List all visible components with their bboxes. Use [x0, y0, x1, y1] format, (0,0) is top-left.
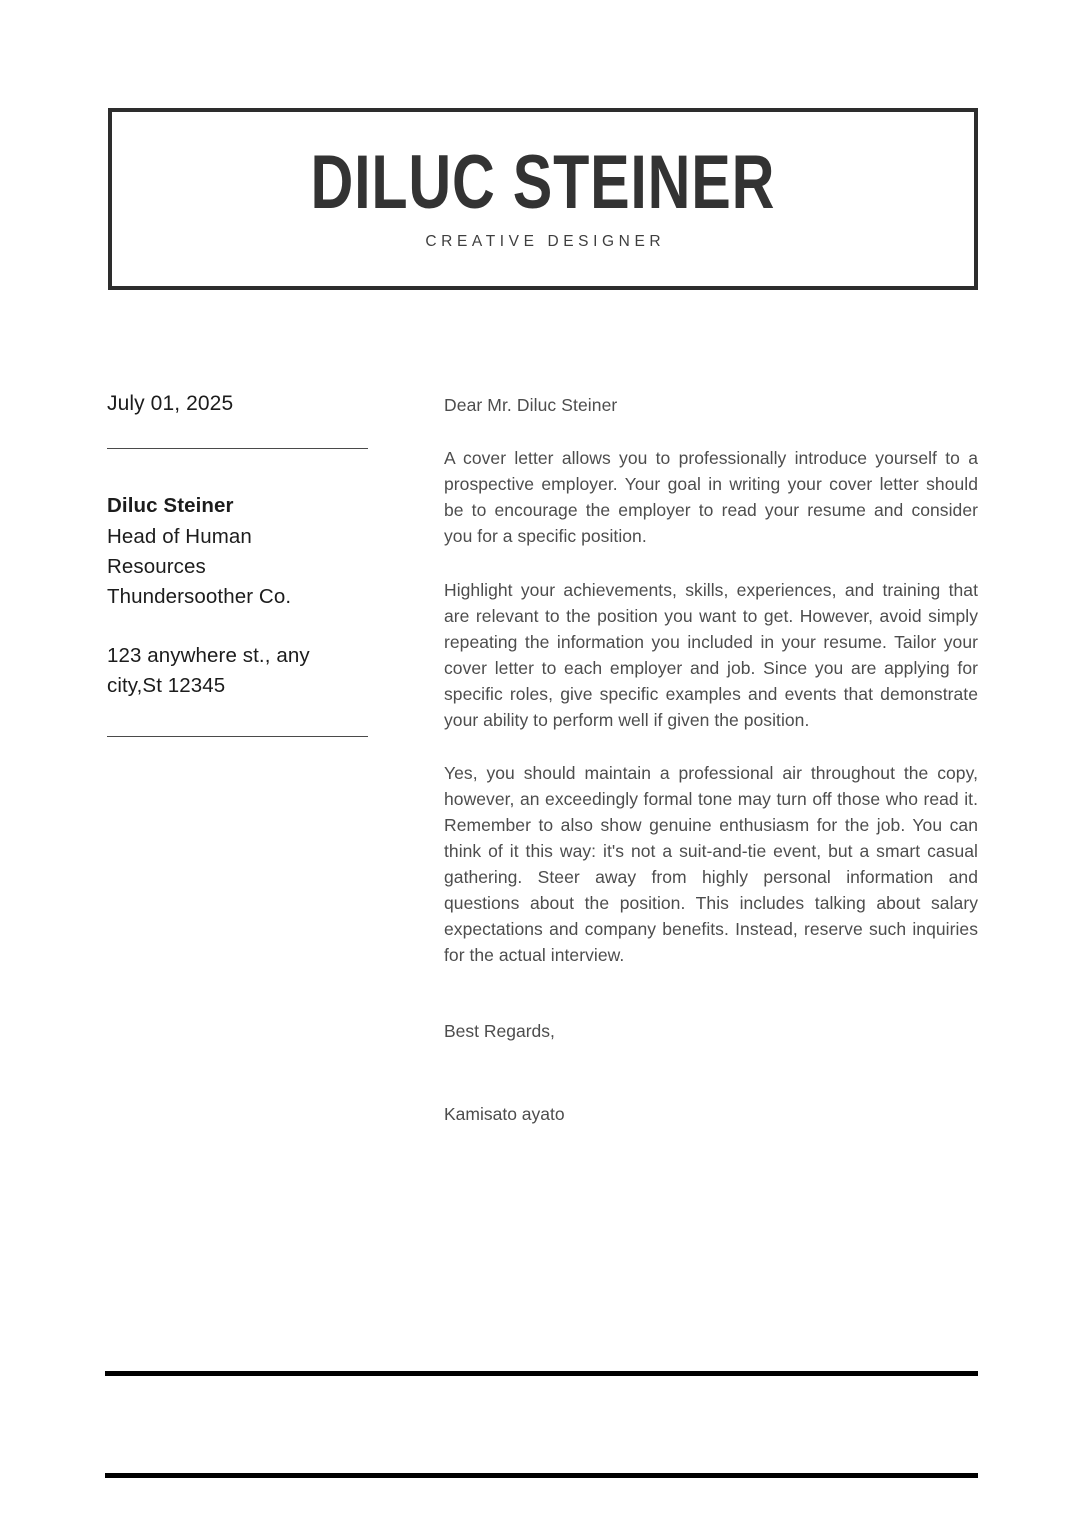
letterhead-box [108, 108, 978, 290]
body-paragraph-2: Highlight your achievements, skills, experiences, and training that are relevant to the position you want to get. However, avoid simply repeating the information you included in your resume. Tailor your cover letter to each employer and job. Since you are applying for specific roles, give specific examples and events that demonstrate your ability to perform well if given the position. [444, 579, 978, 730]
sender-info-column [107, 390, 369, 737]
footer-rule-top [105, 1371, 978, 1376]
signature-name: Kamisato ayato [444, 1103, 565, 1124]
divider-top [107, 448, 368, 449]
letter-date: July 01, 2025 [107, 392, 234, 415]
page-title: DILUC STEINER [310, 139, 776, 225]
closing-salutation: Best Regards, [444, 1021, 555, 1042]
body-paragraph-3: Yes, you should maintain a professional air throughout the copy, however, an exceedingly formal tone may turn off those who read it. Remember to also show genuine enthusiasm for the job. You can think of it this way: it's not a suit-and-tie event, but a smart casual gathering. Steer away from highly personal information and questions about the position. This includes talking about salary expectations and company benefits. Instead, reserve such inquiries for the actual interview. [444, 762, 978, 966]
letter-body-column [444, 392, 978, 1127]
footer-rule-bottom [105, 1473, 978, 1478]
recipient-name: Diluc Steiner [107, 494, 234, 518]
recipient-address [107, 641, 369, 702]
recipient-title-line-1: Head of Human [107, 524, 252, 548]
recipient-title-line-2: Resources [107, 554, 206, 578]
recipient-block [107, 491, 369, 612]
address-line-2: city,St 12345 [107, 673, 226, 697]
recipient-company: Thundersoother Co. [107, 585, 292, 609]
address-line-1: 123 anywhere st., any [107, 643, 310, 667]
divider-bottom [107, 736, 368, 737]
job-role-subtitle: CREATIVE DESIGNER [425, 233, 666, 251]
salutation: Dear Mr. Diluc Steiner [444, 395, 618, 415]
body-paragraph-1: A cover letter allows you to professionally introduce yourself to a prospective employer. Your goal in writing your cover letter should be to encourage the employer to read your resume and consider you for a specific position. [444, 448, 978, 547]
